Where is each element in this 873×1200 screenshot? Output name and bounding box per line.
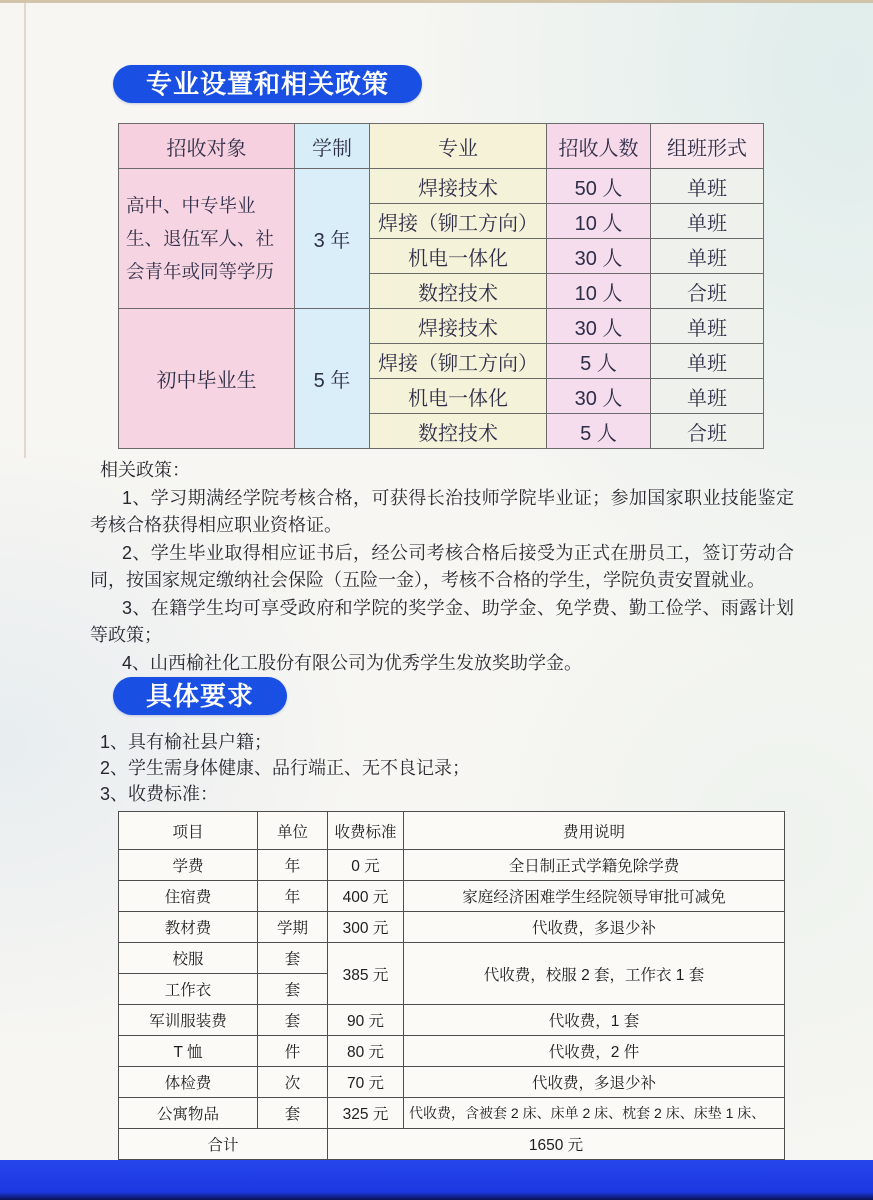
page-fold-line [24,3,26,458]
cell-fee: 300 元 [328,912,404,943]
page-top-edge [0,0,873,3]
cell-unit: 年 [258,881,328,912]
cell-unit: 套 [258,974,328,1005]
cell-unit: 套 [258,943,328,974]
policy-item-1: 1、学习期满经学院考核合格，可获得长治技师学院毕业证；参加国家职业技能鉴定考核合格获得相应职业资格证。 [90,487,794,535]
cell-major: 焊接技术 [370,309,547,344]
cell-fee: 0 元 [328,850,404,881]
cell-major: 焊接（铆工方向） [370,344,547,379]
cell-form: 合班 [651,414,764,449]
admission-table [118,123,764,449]
cell-major: 焊接（铆工方向） [370,204,547,239]
cell-fee: 90 元 [328,1005,404,1036]
col-header-fee: 收费标准 [328,812,404,850]
cell-item: 军训服装费 [119,1005,258,1036]
cell-major: 焊接技术 [370,169,547,204]
col-header-duration: 学制 [295,124,370,169]
table-row [119,912,785,943]
cell-item: 体检费 [119,1067,258,1098]
cell-fee: 400 元 [328,881,404,912]
cell-form: 单班 [651,239,764,274]
col-header-unit: 单位 [258,812,328,850]
fee-table-total-row [119,1129,785,1160]
cell-fee: 70 元 [328,1067,404,1098]
cell-major: 机电一体化 [370,239,547,274]
admission-table-header-row [119,124,764,169]
cell-target-group2: 初中毕业生 [119,309,295,449]
col-header-item: 项目 [119,812,258,850]
requirements-list [100,729,760,807]
cell-form: 单班 [651,379,764,414]
cell-note: 全日制正式学籍免除学费 [404,850,785,881]
fee-table [118,811,785,1160]
cell-count: 5 人 [547,414,651,449]
cell-duration-group2: 5 年 [295,309,370,449]
cell-major: 数控技术 [370,414,547,449]
policy-item-4: 4、山西榆社化工股份有限公司为优秀学生发放奖助学金。 [122,652,583,673]
cell-note: 代收费，含被套 2 床、床单 2 床、枕套 2 床、床垫 1 床、 [404,1098,785,1129]
cell-count: 30 人 [547,379,651,414]
requirement-item-1: 1、具有榆社县户籍； [100,732,273,752]
cell-unit: 套 [258,1005,328,1036]
section-title-programs: 专业设置和相关政策 [113,65,422,103]
cell-item: 公寓物品 [119,1098,258,1129]
requirement-item-2: 2、学生需身体健康、品行端正、无不良记录； [100,758,471,778]
cell-item: 校服 [119,943,258,974]
cell-form: 单班 [651,309,764,344]
related-policies-block [90,457,794,677]
cell-target-group1: 高中、中专毕业生、退伍军人、社会青年或同等学历 [119,169,295,309]
table-row [119,850,785,881]
cell-count: 30 人 [547,309,651,344]
cell-count: 30 人 [547,239,651,274]
table-row [119,881,785,912]
cell-item: 学费 [119,850,258,881]
cell-count: 10 人 [547,204,651,239]
cell-major: 数控技术 [370,274,547,309]
col-header-note: 费用说明 [404,812,785,850]
cell-fee-merged: 385 元 [328,943,404,1005]
table-row [119,1067,785,1098]
cell-note: 代收费，2 件 [404,1036,785,1067]
cell-duration-group1: 3 年 [295,169,370,309]
cell-item: 教材费 [119,912,258,943]
table-row [119,1098,785,1129]
cell-fee: 80 元 [328,1036,404,1067]
table-row [119,169,764,204]
cell-item: 工作衣 [119,974,258,1005]
cell-form: 单班 [651,344,764,379]
col-header-count: 招收人数 [547,124,651,169]
requirement-item-3: 3、收费标准： [100,784,219,804]
table-row [119,1005,785,1036]
cell-unit: 次 [258,1067,328,1098]
cell-note: 代收费，多退少补 [404,1067,785,1098]
cell-form: 合班 [651,274,764,309]
cell-unit: 年 [258,850,328,881]
col-header-target: 招收对象 [119,124,295,169]
cell-count: 5 人 [547,344,651,379]
cell-unit: 学期 [258,912,328,943]
cell-major: 机电一体化 [370,379,547,414]
cell-form: 单班 [651,204,764,239]
fee-table-header-row [119,812,785,850]
table-row [119,943,785,974]
col-header-major: 专业 [370,124,547,169]
cell-fee: 325 元 [328,1098,404,1129]
bottom-blue-bar [0,1160,873,1200]
cell-form: 单班 [651,169,764,204]
cell-unit: 件 [258,1036,328,1067]
cell-note: 家庭经济困难学生经院领导审批可减免 [404,881,785,912]
cell-item: 住宿费 [119,881,258,912]
total-value: 1650 元 [328,1129,785,1160]
policies-heading: 相关政策： [100,460,190,480]
cell-count: 50 人 [547,169,651,204]
table-row [119,1036,785,1067]
total-label: 合计 [119,1129,328,1160]
cell-note: 代收费，多退少补 [404,912,785,943]
table-row [119,309,764,344]
section-title-requirements: 具体要求 [113,677,287,715]
cell-unit: 套 [258,1098,328,1129]
cell-count: 10 人 [547,274,651,309]
policy-item-3: 3、在籍学生均可享受政府和学院的奖学金、助学金、免学费、勤工俭学、雨露计划等政策； [90,597,794,645]
cell-note-merged: 代收费，校服 2 套，工作衣 1 套 [404,943,785,1005]
cell-item: T 恤 [119,1036,258,1067]
policy-item-2: 2、学生毕业取得相应证书后，经公司考核合格后接受为正式在册员工，签订劳动合同，按国家规定缴纳社会保险（五险一金），考核不合格的学生，学院负责安置就业。 [90,542,794,590]
cell-note: 代收费，1 套 [404,1005,785,1036]
col-header-form: 组班形式 [651,124,764,169]
